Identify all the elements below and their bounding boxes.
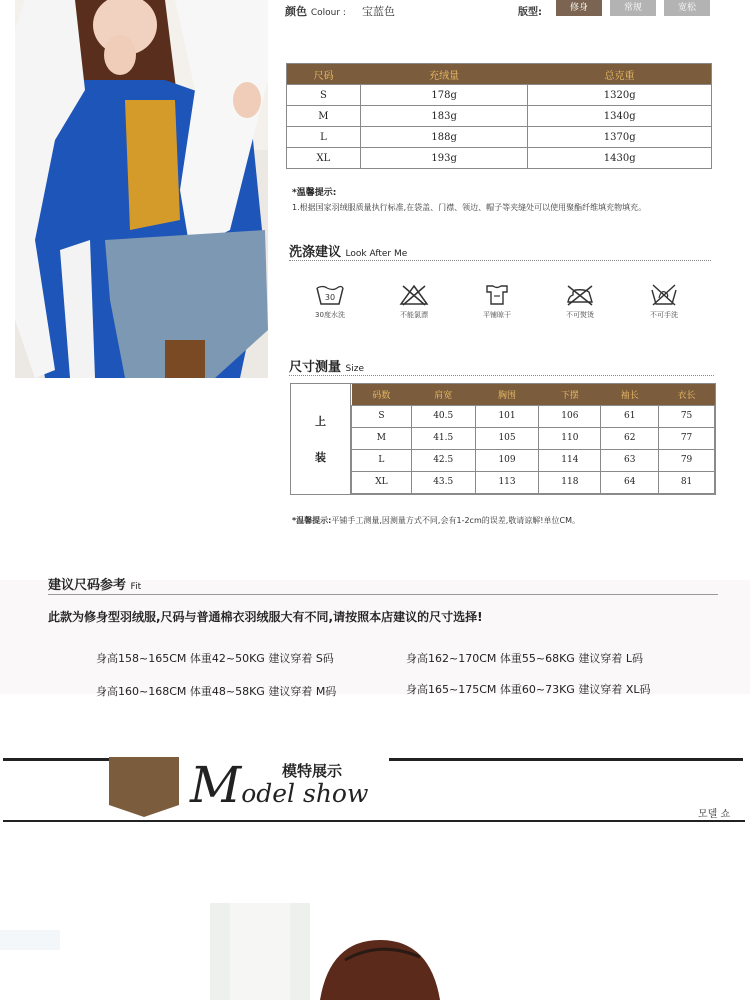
- tip-title: *温馨提示:: [292, 516, 332, 525]
- table-row: [352, 471, 715, 493]
- table-row: [352, 449, 715, 471]
- fit-row: 身高160~168CM 体重48~58KG 建议穿着 M码: [96, 685, 337, 698]
- table-cell: XL: [287, 148, 361, 169]
- table-cell: 106: [539, 405, 601, 427]
- table-header-cell: 衣长: [659, 384, 715, 405]
- fit-section-title: 建议尺码参考 Fit: [48, 578, 142, 593]
- no-bleach-icon: [399, 284, 429, 306]
- table-cell: 81: [659, 471, 715, 493]
- table-cell: XL: [352, 471, 412, 493]
- table-header-cell: 尺码: [287, 64, 361, 85]
- table-cell: L: [287, 127, 361, 148]
- table-row: [287, 85, 712, 106]
- table-cell: 77: [659, 427, 715, 449]
- table-cell: 110: [539, 427, 601, 449]
- table-header-cell: 胸围: [475, 384, 539, 405]
- table-cell: M: [287, 106, 361, 127]
- garment-type-char: 装: [315, 451, 326, 464]
- table-header-cell: 下摆: [539, 384, 601, 405]
- table-cell: 113: [475, 471, 539, 493]
- table-row: [352, 427, 715, 449]
- fit-note: 此款为修身型羽绒服,尺码与普通棉衣羽绒服大有不同,请按照本店建议的尺寸选择!: [48, 610, 483, 624]
- table-header-cell: 充绒量: [360, 64, 528, 85]
- size-section-title: 尺寸测量 Size: [289, 360, 365, 375]
- table-cell: 41.5: [411, 427, 475, 449]
- colour-value: 宝蓝色: [362, 5, 395, 18]
- no-iron-icon: [565, 284, 595, 306]
- table-header-cell: 总克重: [528, 64, 712, 85]
- table-cell: 109: [475, 449, 539, 471]
- table-cell: 105: [475, 427, 539, 449]
- table-cell: 63: [601, 449, 659, 471]
- colour-label: 颜色 Colour :: [285, 5, 346, 18]
- wash-label: 平铺晾干: [483, 311, 511, 319]
- table-cell: 40.5: [411, 405, 475, 427]
- table-cell: 62: [601, 427, 659, 449]
- wash-item: [552, 284, 608, 320]
- fit-row: 身高158~165CM 体重42~50KG 建议穿着 S码: [96, 652, 334, 665]
- banner-title: 模特展示: [282, 762, 343, 780]
- table-header-cell: 肩宽: [411, 384, 475, 405]
- table-cell: 1340g: [528, 106, 712, 127]
- garment-type-char: 上: [315, 415, 326, 428]
- wash-temp: 30: [324, 293, 336, 302]
- table-cell: 101: [475, 405, 539, 427]
- table-cell: M: [352, 427, 412, 449]
- size-measure-table: [290, 383, 716, 495]
- fill-weight-table: [286, 63, 712, 169]
- banner-rule: [389, 758, 743, 761]
- fit-section-background: [0, 580, 750, 694]
- table-cell: 1370g: [528, 127, 712, 148]
- wash-item: [469, 284, 525, 320]
- banner-tag-shape: [109, 757, 179, 817]
- fit-row: 身高162~170CM 体重55~68KG 建议穿着 L码: [406, 652, 643, 665]
- flat-dry-icon: [482, 284, 512, 306]
- no-hand-wash-icon: [649, 284, 679, 306]
- table-cell: 114: [539, 449, 601, 471]
- table-cell: 178g: [360, 85, 528, 106]
- table-row: [287, 148, 712, 169]
- tip-text: 1.根据国家羽绒服质量执行标准,在袋盖、门襟、领边、帽子等夹缝处可以使用聚酯纤维填充物填充。: [292, 203, 647, 212]
- measure-grid: [351, 384, 715, 494]
- wash-item: [636, 284, 692, 320]
- wash-30-icon: [315, 284, 345, 306]
- wash-label: 不可手洗: [650, 311, 678, 319]
- wash-label: 30度水洗: [315, 311, 345, 319]
- table-cell: 61: [601, 405, 659, 427]
- table-cell: 43.5: [411, 471, 475, 493]
- table-cell: 183g: [360, 106, 528, 127]
- table-row: [287, 127, 712, 148]
- fit-option-regular: 常规: [610, 0, 656, 16]
- wash-item: [386, 284, 442, 320]
- product-photo: [15, 0, 268, 378]
- table-cell: 188g: [360, 127, 528, 148]
- garment-type-label: [291, 384, 351, 494]
- model-photo: [0, 895, 750, 1000]
- table-cell: S: [352, 405, 412, 427]
- banner-title-kr: 모델 쇼: [698, 809, 731, 820]
- table-cell: 42.5: [411, 449, 475, 471]
- table-cell: 1430g: [528, 148, 712, 169]
- table-cell: 193g: [360, 148, 528, 169]
- table-cell: S: [287, 85, 361, 106]
- wash-label: 不可熨烫: [566, 311, 594, 319]
- tip-title: *温馨提示:: [292, 188, 337, 198]
- banner-rule: [3, 820, 745, 822]
- divider: [48, 594, 718, 595]
- banner-title-en: Model show: [190, 756, 369, 814]
- wash-section-title: 洗涤建议 Look After Me: [289, 245, 408, 260]
- table-cell: 118: [539, 471, 601, 493]
- table-row: [352, 405, 715, 427]
- wash-label: 不能氯漂: [400, 311, 428, 319]
- table-header-row: [287, 64, 712, 85]
- table-cell: 75: [659, 405, 715, 427]
- table-cell: 1320g: [528, 85, 712, 106]
- table-cell: 64: [601, 471, 659, 493]
- table-cell: 79: [659, 449, 715, 471]
- fit-option-slim: 修身: [556, 0, 602, 16]
- divider: [289, 375, 714, 376]
- table-header-cell: 袖长: [601, 384, 659, 405]
- fit-type-label: 版型:: [518, 7, 542, 18]
- fit-option-loose: 宽松: [664, 0, 710, 16]
- table-row: [287, 106, 712, 127]
- table-header-row: [352, 384, 715, 405]
- tip-text: 平铺手工测量,因测量方式不同,会有1-2cm的误差,敬请谅解!单位CM。: [331, 516, 580, 525]
- measure-tip: [292, 515, 580, 526]
- table-cell: L: [352, 449, 412, 471]
- table-header-cell: 码数: [352, 384, 412, 405]
- wash-item: [302, 284, 358, 320]
- fit-row: 身高165~175CM 体重60~73KG 建议穿着 XL码: [406, 683, 651, 696]
- divider: [289, 260, 711, 261]
